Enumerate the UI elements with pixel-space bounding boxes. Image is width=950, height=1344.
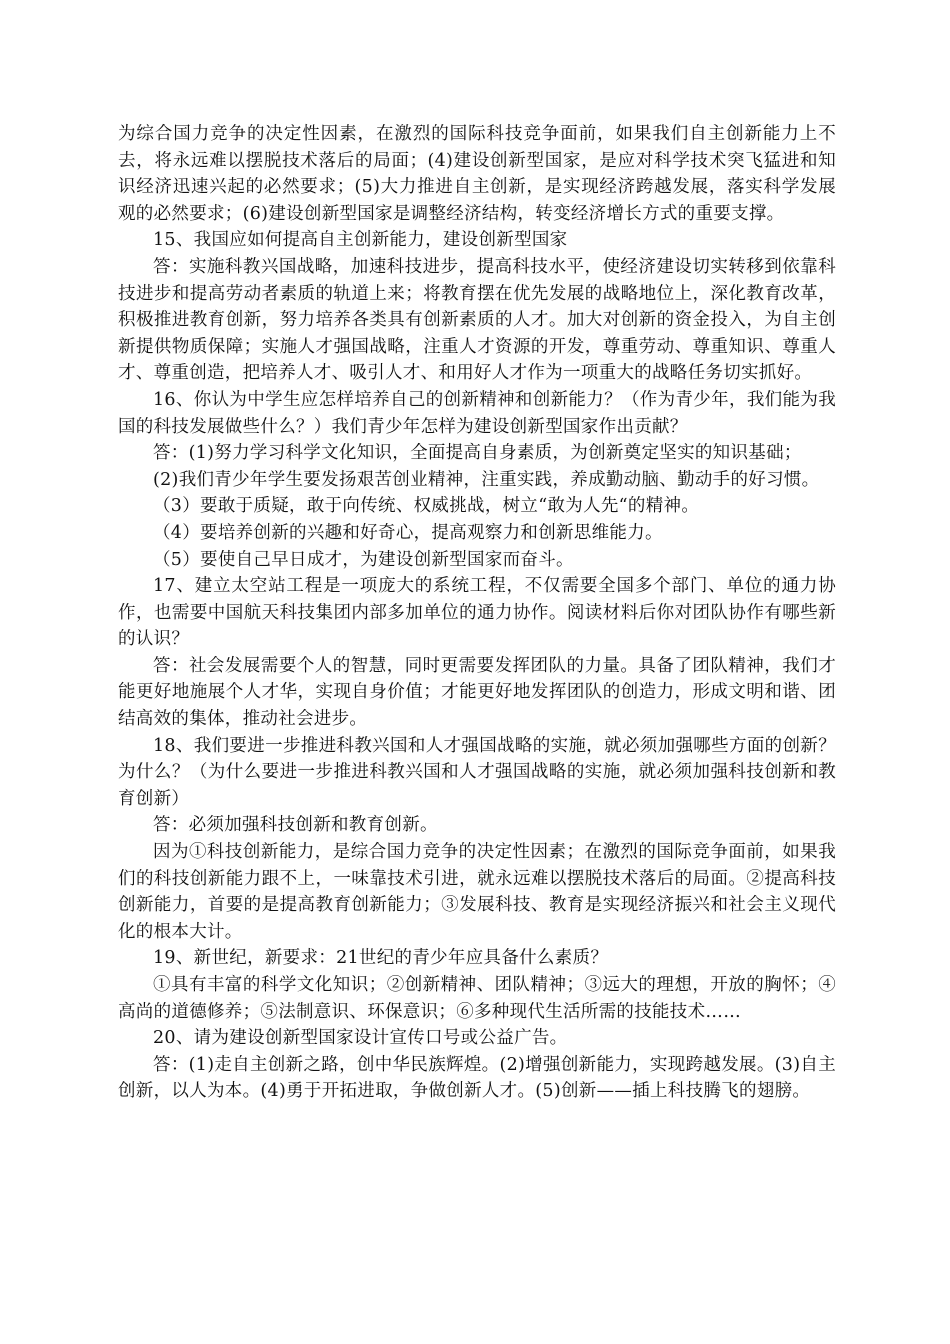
answer-16-point-2: (2)我们青少年学生要发扬艰苦创业精神，注重实践，养成勤动脑、勤动手的好习惯。 xyxy=(153,469,820,490)
answer-20: 答：(1)走自主创新之路，创中华民族辉煌。(2)增强创新能力，实现跨越发展。(3)自主创新，以人为本。(4)勇于开拓进取，争做创新人才。(5)创新——插上科技腾飞的翅膀。 xyxy=(118,1054,836,1102)
question-17: 17、建立太空站工程是一项庞大的系统工程，不仅需要全国多个部门、单位的通力协作，也需要中国航天科技集团内部多加单位的通力协作。阅读材料后你对团队协作有哪些新的认识？ xyxy=(118,576,836,650)
document-page xyxy=(118,121,836,1105)
question-15: 15、我国应如何提高自主创新能力，建设创新型国家 xyxy=(153,230,568,251)
answer-16-point-1: 答：(1)努力学习科学文化知识，全面提高自身素质，为创新奠定坚实的知识基础； xyxy=(153,443,802,464)
question-20: 20、请为建设创新型国家设计宣传口号或公益广告。 xyxy=(153,1028,568,1049)
question-18: 18、我们要进一步推进科教兴国和人才强国战略的实施，就必须加强哪些方面的创新？为什么？（为什么要进一步推进科教兴国和人才强国战略的实施，就必须加强科技创新和教育创新） xyxy=(118,735,836,809)
answer-19: ①具有丰富的科学文化知识；②创新精神、团队精神；③远大的理想，开放的胸怀；④高尚的道德修养；⑤法制意识、环保意识；⑥多种现代生活所需的技能技术…… xyxy=(118,975,836,1022)
answer-16-point-4: （4）要培养创新的兴趣和好奇心，提高观察力和创新思维能力。 xyxy=(153,522,663,543)
question-19: 19、新世纪，新要求：21世纪的青少年应具备什么素质？ xyxy=(153,948,609,969)
question-16: 16、你认为中学生应怎样培养自己的创新精神和创新能力？（作为青少年，我们能为我国的科技发展做些什么？）我们青少年怎样为建设创新型国家作出贡献？ xyxy=(118,389,836,437)
answer-17: 答：社会发展需要个人的智慧，同时更需要发挥团队的力量。具备了团队精神，我们才能更好地施展个人才华，实现自身价值；才能更好地发挥团队的创造力，形成文明和谐、团结高效的集体，推动社会进步。 xyxy=(118,655,836,730)
answer-18: 答：必须加强科技创新和教育创新。 xyxy=(153,815,438,836)
paragraph-continuation: 为综合国力竞争的决定性因素，在激烈的国际科技竞争面前，如果我们自主创新能力上不去，将永远难以摆脱技术落后的局面；(4)建设创新型国家，是应对科学技术突飞猛进和知识经济迅速兴起的必然要求；(5)大力推进自主创新，是实现经济跨越发展，落实科学发展观的必然要求；(6)建设创新型国家是调整经济结构，转变经济增长方式的重要支撑。 xyxy=(118,124,836,224)
answer-15: 答：实施科教兴国战略，加速科技进步，提高科技水平，使经济建设切实转移到依靠科技进步和提高劳动者素质的轨道上来；将教育摆在优先发展的战略地位上，深化教育改革，积极推进教育创新，努力培养各类具有创新素质的人才。加大对创新的资金投入，为自主创新提供物质保障；实施人才强国战略，注重人才资源的开发，尊重劳动、尊重知识、尊重人才、尊重创造，把培养人才、吸引人才、和用好人才作为一项重大的战略任务切实抓好。 xyxy=(118,256,836,384)
answer-16-point-5: （5）要使自己早日成才，为建设创新型国家而奋斗。 xyxy=(153,549,574,570)
answer-18-reason: 因为①科技创新能力，是综合国力竞争的决定性因素；在激烈的国际竞争面前，如果我们的科技创新能力跟不上，一味靠技术引进，就永远难以摆脱技术落后的局面。②提高科技创新能力，首要的是提高教育创新能力；③发展科技、教育是实现经济振兴和社会主义现代化的根本大计。 xyxy=(118,842,836,942)
answer-16-point-3: （3）要敢于质疑，敢于向传统、权威挑战，树立“敢为人先“的精神。 xyxy=(153,496,700,517)
